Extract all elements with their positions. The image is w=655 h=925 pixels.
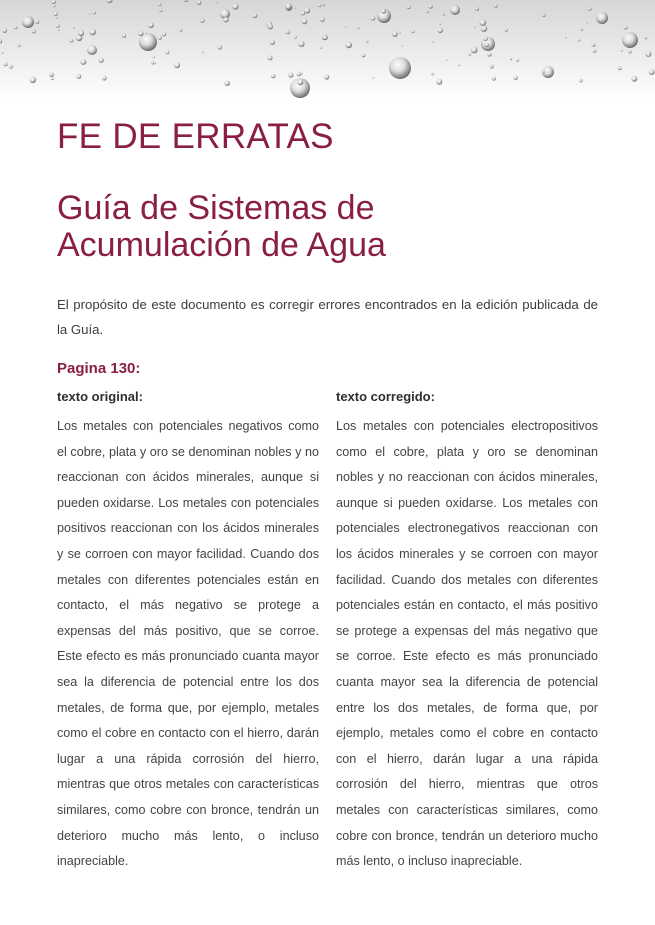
water-drop xyxy=(474,26,476,28)
water-drop xyxy=(51,77,54,80)
water-drop xyxy=(18,44,21,47)
water-drop xyxy=(30,77,37,84)
water-drop xyxy=(592,43,596,47)
water-drop xyxy=(302,19,308,25)
page-reference: Pagina 130: xyxy=(57,360,141,377)
water-drop xyxy=(224,80,230,86)
water-drop xyxy=(649,69,655,75)
water-drop xyxy=(4,62,8,66)
water-drop xyxy=(93,11,96,14)
water-drop xyxy=(516,59,519,62)
water-drop xyxy=(401,45,403,47)
water-drop xyxy=(301,11,305,15)
water-drop xyxy=(78,30,84,36)
water-drop xyxy=(429,4,433,8)
water-drop xyxy=(596,12,608,24)
water-drop xyxy=(373,77,375,79)
water-drop xyxy=(588,7,592,11)
water-drop xyxy=(628,43,630,45)
water-drop xyxy=(399,32,401,34)
water-drop xyxy=(580,28,583,31)
water-drop xyxy=(252,13,257,18)
water-drop xyxy=(162,32,166,36)
water-drop xyxy=(426,10,429,13)
water-drop xyxy=(218,45,223,50)
water-drop xyxy=(298,41,304,47)
water-drop xyxy=(494,4,498,8)
water-drop xyxy=(158,36,162,40)
water-drop xyxy=(438,28,443,33)
water-drop xyxy=(320,47,322,49)
water-drop xyxy=(593,49,597,53)
water-droplets-image xyxy=(0,0,655,100)
water-drop xyxy=(346,42,353,49)
water-drop xyxy=(475,7,479,11)
water-drop xyxy=(578,39,581,42)
water-drop xyxy=(14,26,17,29)
water-drop xyxy=(202,51,204,53)
water-drop xyxy=(490,64,494,68)
water-drop xyxy=(32,29,36,33)
water-drop xyxy=(480,19,487,26)
water-drop xyxy=(323,36,327,40)
water-drop xyxy=(154,62,156,64)
water-drop xyxy=(318,4,321,7)
water-drop xyxy=(624,26,628,30)
water-drop xyxy=(35,20,39,24)
water-drop xyxy=(223,17,228,22)
document-subtitle xyxy=(57,190,598,264)
water-drop xyxy=(294,7,296,9)
water-drop xyxy=(644,37,647,40)
water-drop xyxy=(216,1,218,3)
water-drop xyxy=(179,28,182,31)
water-drop xyxy=(514,76,518,80)
water-drop xyxy=(407,6,411,10)
water-drop xyxy=(543,71,545,73)
page-title: FE DE ERRATAS xyxy=(57,117,334,156)
water-drop xyxy=(197,0,202,5)
water-drop xyxy=(267,24,273,30)
water-drop xyxy=(565,37,567,39)
water-drop xyxy=(159,9,162,12)
water-drop xyxy=(628,50,631,53)
intro-paragraph: El propósito de este documento es corregir errores encontrados en la edición publicada de la Guía. xyxy=(57,297,598,337)
water-drop xyxy=(151,61,154,64)
water-drop xyxy=(579,79,583,83)
water-drop xyxy=(468,53,471,56)
water-drop xyxy=(158,3,161,6)
water-drop xyxy=(432,41,434,43)
water-drop xyxy=(446,59,448,61)
water-drop xyxy=(304,8,310,14)
water-drop xyxy=(371,16,376,21)
subtitle-line-2: Acumulación de Agua xyxy=(57,226,386,264)
water-drop xyxy=(145,32,147,34)
water-drop xyxy=(73,27,75,29)
water-drop xyxy=(271,74,276,79)
water-drop xyxy=(492,77,496,81)
water-drop xyxy=(286,30,290,34)
water-drop xyxy=(54,12,58,16)
water-drop xyxy=(9,65,13,69)
water-drop xyxy=(320,17,325,22)
water-drop xyxy=(148,22,154,28)
water-drop xyxy=(442,13,445,16)
corrected-heading: texto corregido: xyxy=(336,389,435,404)
water-drop xyxy=(138,31,143,36)
water-drop xyxy=(618,66,622,70)
water-drop xyxy=(297,72,302,77)
water-drop xyxy=(586,22,588,24)
water-drop xyxy=(232,4,238,10)
water-drop xyxy=(80,59,86,65)
water-drop xyxy=(471,47,478,54)
water-drop xyxy=(22,16,34,28)
water-drop xyxy=(87,45,97,55)
water-drop xyxy=(174,62,180,68)
water-drop xyxy=(631,76,637,82)
water-drop xyxy=(366,40,369,43)
water-drop xyxy=(99,58,104,63)
water-drop xyxy=(268,55,273,60)
water-drop xyxy=(439,23,441,25)
water-drop xyxy=(301,73,303,75)
water-drop xyxy=(389,57,411,79)
water-drop xyxy=(89,13,91,15)
water-drop xyxy=(411,30,414,33)
water-drop xyxy=(431,73,434,76)
water-drop xyxy=(324,74,329,79)
water-drop xyxy=(70,39,74,43)
water-drop xyxy=(153,56,155,58)
water-drop xyxy=(450,5,460,15)
water-droplets-banner xyxy=(0,0,655,100)
water-drop xyxy=(53,5,56,8)
water-drop xyxy=(484,37,488,41)
original-text-column xyxy=(57,386,319,875)
water-drop xyxy=(505,28,508,31)
water-drop xyxy=(270,40,275,45)
water-drop xyxy=(49,72,54,77)
water-drop xyxy=(58,29,60,31)
corrected-text: Los metales con potenciales electropositivos como el cobre, plata y oro se denominan nobles y no reaccionan con ácidos minerales, aunque si pueden oxidarse. Los metales con potenciales electronegativos reaccionan con los ácidos minerales y se corroen con mayor facilidad. Cuando dos metales con diferentes potenciales están en contacto, el más positivo se protege a expensas del más negativo que se corroe. Este efecto es más pronunciado cuanta mayor sea la diferencia de potencial entre los dos metales, de forma que, por ejemplo, metales como el cobre en contacto con el hierro, darán lugar a una rápida corrosión del hierro, mientras que otros metales con características similares, como cobre con bronce, tendrán un deterioro mucho más lento, o incluso inapreciable. xyxy=(336,419,598,869)
water-drop xyxy=(622,32,638,48)
water-drop xyxy=(55,17,57,19)
water-drop xyxy=(200,18,204,22)
water-drop xyxy=(297,79,303,85)
water-drop xyxy=(510,58,513,61)
water-drop xyxy=(381,9,386,14)
water-drop xyxy=(648,55,650,57)
water-drop xyxy=(362,54,366,58)
water-drop xyxy=(288,72,293,77)
water-drop xyxy=(2,28,7,33)
water-drop xyxy=(90,29,96,35)
water-drop xyxy=(487,52,491,56)
original-heading: texto original: xyxy=(57,389,143,404)
water-drop xyxy=(357,27,359,29)
water-drop xyxy=(56,24,60,28)
subtitle-line-1: Guía de Sistemas de xyxy=(57,189,375,227)
water-drop xyxy=(458,64,460,66)
water-drop xyxy=(102,76,107,81)
water-drop xyxy=(76,74,81,79)
water-drop xyxy=(322,3,325,6)
water-drop xyxy=(1,52,3,54)
corrected-text-column xyxy=(336,386,598,875)
water-drop xyxy=(485,43,489,47)
water-drop xyxy=(122,33,126,37)
water-drop xyxy=(542,14,545,17)
water-drop xyxy=(392,31,398,37)
water-drop xyxy=(436,79,442,85)
water-drop xyxy=(166,50,170,54)
water-drop xyxy=(294,36,297,39)
water-drop xyxy=(620,49,622,51)
water-drop xyxy=(481,26,487,32)
original-text: Los metales con potenciales negativos como el cobre, plata y oro se denominan nobles y no reaccionan con ácidos minerales, aunque si pueden oxidarse. Los metales con potenciales positivos reaccionan con los ácidos minerales y se corroen con mayor facilidad. Cuando dos metales con diferentes potenciales están en contacto, el más negativo se protege a expensas del más positivo, que se corroe. Este efecto es más pronunciado cuanta mayor sea la diferencia de potencial entre los dos metales, de forma que, por ejemplo, metales como el cobre en contacto con el hierro, darán lugar a una rápida corrosión del hierro, mientras que otros metales con características similares, como cobre con bronce, tendrán un deterioro mucho más lento, o incluso inapreciable. xyxy=(57,419,319,869)
water-drop xyxy=(285,3,292,10)
water-drop xyxy=(345,26,347,28)
